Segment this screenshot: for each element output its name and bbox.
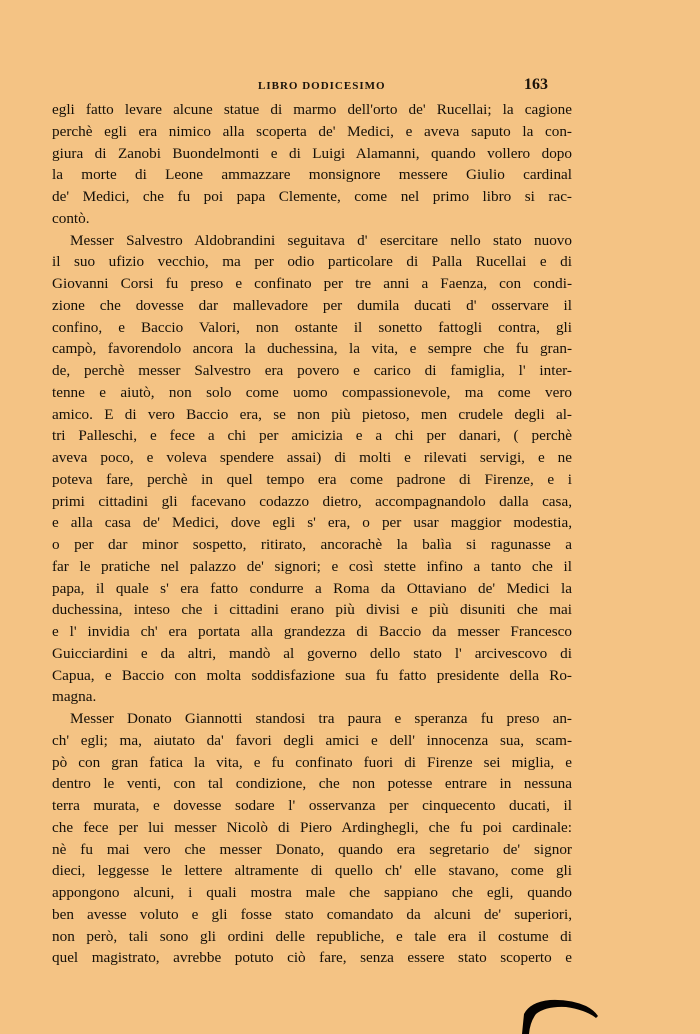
ink-smudge-mark [520, 994, 600, 1034]
text-line: tri Palleschi, e fece a chi per amicizia e a chi per danari, ( perchè [52, 427, 572, 445]
text-line: che fece per lui messer Nicolò di Piero Ardinghegli, che fu poi cardinale: [52, 818, 572, 836]
text-line: pò con gran fatica la vita, e fu confinato fuori di Firenze sei miglia, e [52, 753, 572, 771]
text-line: papa, il quale s' era fatto condurre a Roma da Ottaviano de' Medici la [52, 579, 572, 597]
paragraph-start-line: Messer Donato Giannotti standosi tra paura e speranza fu preso an- [70, 710, 572, 727]
text-line: zione che dovesse dar mallevadore per dumila ducati d' osservare il [52, 296, 572, 314]
text-line: perchè egli era nimico alla scoperta de' Medici, e aveva saputo la con- [52, 122, 572, 140]
text-line: terra murata, e dovesse sodare l' osservanza per cinquecento ducati, il [52, 797, 572, 814]
text-line: non però, tali sono gli ordini delle republiche, e tale era il costume di [52, 927, 572, 945]
text-line: de' Medici, che fu poi papa Clemente, come nel primo libro si rac- [52, 188, 572, 205]
text-line: Giovanni Corsi fu preso e confinato per tre anni a Faenza, con condi- [52, 275, 572, 292]
text-line: e alla casa de' Medici, dove egli s' era, o per usar maggior modestia, [52, 514, 572, 532]
text-line: poteva fare, perchè in quel tempo era come padrone di Firenze, e i [52, 470, 572, 488]
text-line: egli fatto levare alcune statue di marmo dell'orto de' Rucellai; la cagione [52, 101, 572, 118]
text-line: appongono alcuni, i quali mostra male che sappiano che egli, quando [52, 884, 572, 901]
text-line: far le pratiche nel palazzo de' signori; e così stette infino a tanto che il [52, 557, 572, 575]
text-line: contò. [52, 209, 90, 227]
text-line: amico. E di vero Baccio era, se non più pietoso, men crudele degli al- [52, 405, 572, 423]
text-line: duchessina, inteso che i cittadini erano più divisi e più disuniti che mai [52, 601, 572, 619]
text-line: confino, e Baccio Valori, non ostante il sonetto fattogli contra, gli [52, 318, 572, 336]
text-line: aveva poco, e voleva spendere assai) di molti e rilevati servigi, e ne [52, 449, 572, 466]
text-line: il suo ufizio vecchio, ma per odio particolare di Palla Rucellai e di [52, 253, 572, 271]
text-line: la morte di Leone ammazzare monsignore messere Giulio cardinal [52, 166, 572, 184]
text-line: e l' invidia ch' era portata alla grandezza di Baccio da messer Francesco [52, 623, 572, 640]
text-line: Capua, e Baccio con molta soddisfazione sua fu fatto presidente della Ro- [52, 666, 572, 684]
text-line: dieci, leggesse le lettere altramente di quello ch' elle stavano, come gli [52, 862, 572, 880]
text-line: dentro le venti, con tal condizione, che non potesse entrare in nessuna [52, 775, 572, 793]
text-line: magna. [52, 688, 97, 706]
body-text [52, 99, 572, 969]
paragraph-start-line: Messer Salvestro Aldobrandini seguitava d' esercitare nello stato nuovo [70, 231, 572, 249]
page-number: 163 [524, 76, 548, 93]
text-line: Guicciardini e da altri, mandò al governo dello stato l' arcivescovo di [52, 644, 572, 662]
text-line: ben avesse voluto e gli fosse stato comandato da alcuni de' superiori, [52, 905, 572, 923]
text-line: tenne e aiutò, non solo come uomo compassionevole, ma come vero [52, 383, 572, 401]
running-title: LIBRO DODICESIMO [258, 80, 386, 92]
text-line: o per dar minor sospetto, ritirato, ancorachè la balìa si ragunasse a [52, 536, 572, 553]
text-line: giura di Zanobi Buondelmonti e di Luigi Alamanni, quando vollero dopo [52, 144, 572, 162]
text-line: primi cittadini gli facevano codazzo dietro, accompagnandolo dalla casa, [52, 492, 572, 510]
text-line: de, perchè messer Salvestro era povero e carico di famiglia, l' inter- [52, 362, 572, 379]
text-line: nè fu mai vero che messer Donato, quando era segretario de' signor [52, 840, 572, 858]
text-line: ch' egli; ma, aiutato da' favori degli amici e dell' innocenza sua, scam- [52, 731, 572, 749]
text-line: quel magistrato, avrebbe potuto ciò fare, senza essere stato scoperto e [52, 949, 572, 967]
text-line: campò, favorendolo ancora la duchessina, la vita, e sempre che fu gran- [52, 340, 572, 358]
